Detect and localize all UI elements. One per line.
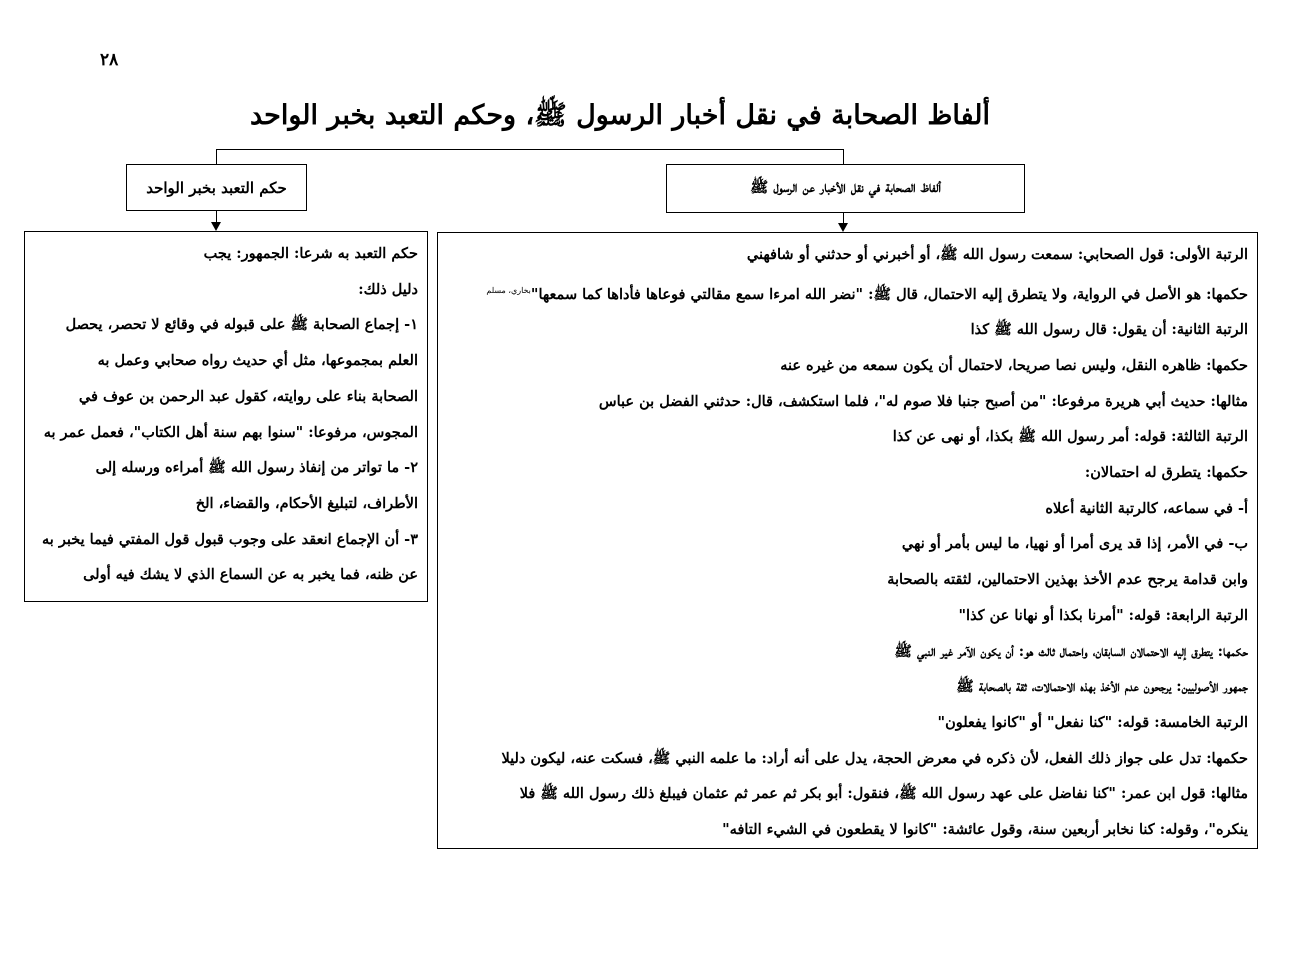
content-line: ٣- أن الإجماع انعقد على وجوب قبول قول المفتي فيما يخبر به — [42, 530, 418, 548]
content-line: حكمها: يتطرق له احتمالان: — [1084, 464, 1248, 482]
heading-box-right — [666, 164, 1025, 213]
arrow-down-icon — [838, 223, 848, 232]
content-line: ب- في الأمر، إذا قد يرى أمرا أو نهيا، ما ليس بأمر أو نهي — [901, 535, 1248, 553]
content-line: ٢- ما تواتر من إنفاذ رسول الله ﷺ أمراءه ورسله إلى — [95, 459, 418, 477]
content-line: الرتبة الرابعة: قوله: "أمرنا بكذا أو نهانا عن كذا" — [958, 606, 1248, 624]
content-line: ينكره"، وقوله: كنا نخابر أربعين سنة، وقول عائشة: "كانوا لا يقطعون في الشيء التافه" — [722, 821, 1248, 839]
connector-left-drop — [216, 149, 217, 165]
content-line: وابن قدامة يرجح عدم الأخذ بهذين الاحتمالين، لثقته بالصحابة — [887, 571, 1248, 589]
arrow-down-icon — [211, 222, 221, 231]
content-line: الأطراف، لتبليغ الأحكام، والقضاء، الخ — [195, 494, 418, 512]
content-line: العلم بمجموعها، مثل أي حديث رواه صحابي وعمل به — [97, 352, 418, 370]
content-box-right — [437, 232, 1258, 849]
diagram-title: ألفاظ الصحابة في نقل أخبار الرسول ﷺ، وحكم التعبد بخبر الواحد — [249, 100, 990, 131]
content-line-text: حكمها: هو الأصل في الرواية، ولا يتطرق إليه الاحتمال، قال ﷺ: "نضر الله امرءا سمع مقالتي فوعاها فأداها كما سمعها" — [530, 285, 1248, 303]
heading-box-left — [126, 164, 307, 211]
content-line: الرتبة الخامسة: قوله: "كنا نفعل" أو "كانوا يفعلون" — [937, 713, 1248, 731]
content-line: جمهور الأصوليين: يرجحون عدم الأخذ بهذه الاحتمالات، ثقة بالصحابة ﷺ — [956, 678, 1248, 696]
content-line: حكمها: يتطرق إليه الاحتمالان السابقان، واحتمال ثالث هو: أن يكون الآمر غير النبي ﷺ — [894, 642, 1248, 660]
content-line: حكمها: تدل على جواز ذلك الفعل، لأن ذكره في معرض الحجة، يدل على أنه أراد: ما علمه النبي ﷺ، فسكت عنه، ليكون دليلا — [501, 749, 1248, 767]
heading-left-label: حكم التعبد بخبر الواحد — [146, 178, 287, 197]
content-line: الرتبة الثانية: أن يقول: قال رسول الله ﷺ كذا — [970, 321, 1248, 339]
content-line: مثالها: قول ابن عمر: "كنا نفاضل على عهد رسول الله ﷺ، فنقول: أبو بكر ثم عمر ثم عثمان فيبلغ ذلك رسول الله ﷺ فلا — [519, 785, 1248, 803]
content-line: الصحابة بناء على روايته، كقول عبد الرحمن بن عوف في — [78, 387, 418, 405]
connector-right-drop — [843, 149, 844, 165]
content-line: حكم التعبد به شرعا: الجمهور: يجب — [203, 245, 418, 262]
content-line: حكمها: ظاهره النقل، وليس نصا صريحا، لاحتمال أن يكون سمعه من غيره عنه — [780, 356, 1248, 374]
page-number: ٢٨ — [100, 50, 119, 70]
content-line: أ- في سماعه، كالرتبة الثانية أعلاه — [1045, 499, 1248, 517]
content-line: ١- إجماع الصحابة ﷺ على قبوله في وقائع لا تحصر، يحصل — [65, 316, 418, 334]
content-line: دليل ذلك: — [358, 280, 418, 298]
content-line: المجوس، مرفوعا: "سنوا بهم سنة أهل الكتاب"، فعمل عمر به — [43, 423, 418, 441]
citation: بخاري، مسلم — [486, 285, 531, 295]
content-line: مثالها: حديث أبي هريرة مرفوعا: "من أصبح جنبا فلا صوم له"، فلما استكشف، قال: حدثني الفضل بن عباس — [598, 392, 1248, 410]
content-line: الرتبة الأولى: قول الصحابي: سمعت رسول الله ﷺ، أو أخبرني أو حدثني أو شافهني — [746, 246, 1248, 263]
content-box-left — [24, 231, 428, 602]
content-line — [446, 273, 1248, 313]
content-line: الرتبة الثالثة: قوله: أمر رسول الله ﷺ بكذا، أو نهى عن كذا — [892, 428, 1248, 446]
connector-horizontal — [216, 149, 844, 150]
content-line: عن ظنه، فما يخبر به عن السماع الذي لا يشك فيه أولى — [83, 566, 418, 584]
heading-right-label: ألفاظ الصحابة في نقل الأخبار عن الرسول ﷺ — [750, 177, 941, 196]
